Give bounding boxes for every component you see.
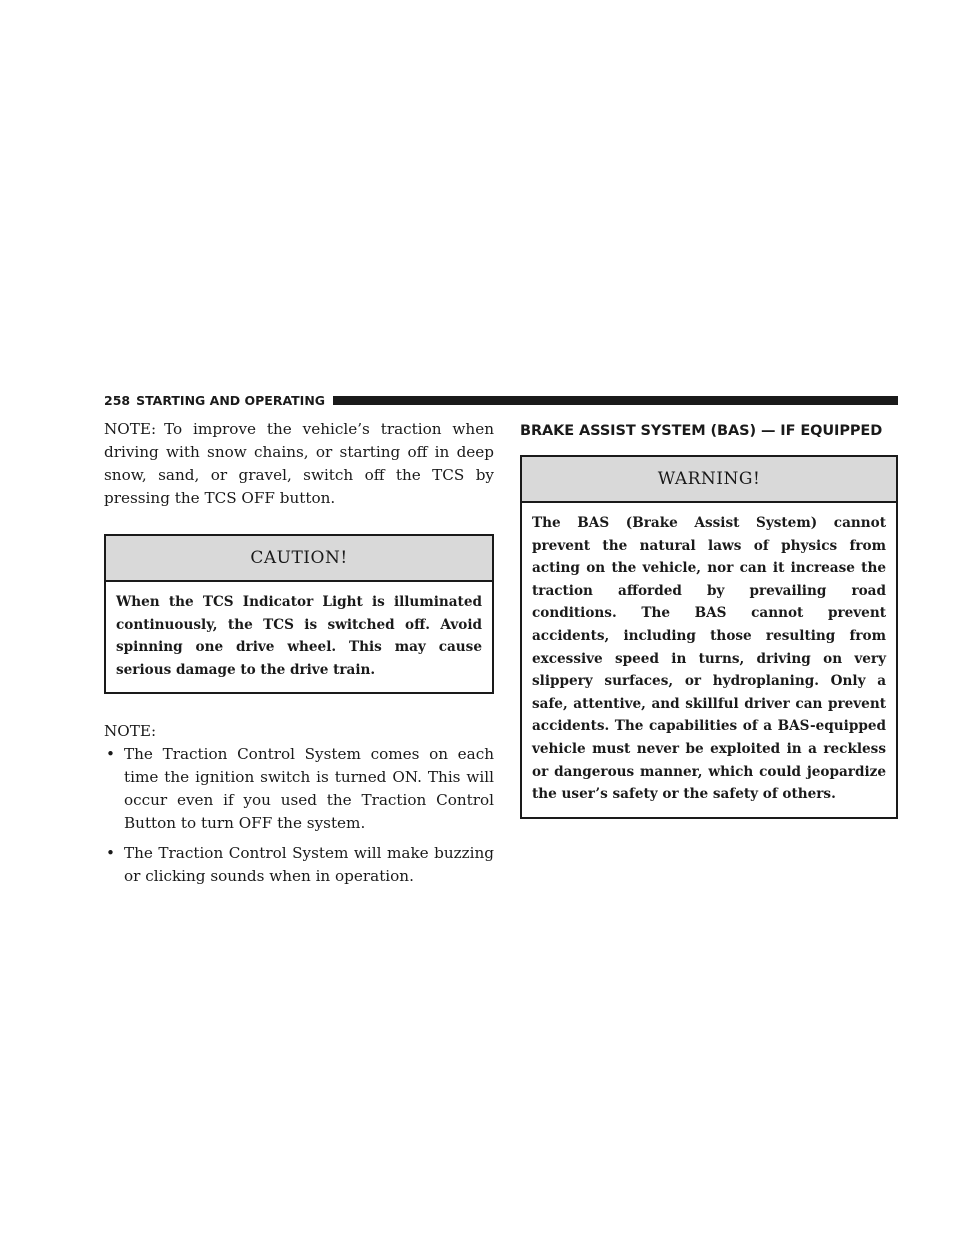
page-number: 258 [104, 392, 131, 408]
right-column [520, 418, 898, 819]
note-heading: NOTE: [104, 722, 157, 741]
warning-box [520, 455, 898, 819]
caution-title: CAUTION! [106, 536, 492, 582]
warning-body: The BAS (Brake Assist System) cannot prevent the natural laws of physics from acting on the vehicle, nor can it increase the traction afforded by prevailing road conditions. The BAS cannot prevent accidents, including those resulting from excessive speed in turns, driving on very slippery surfaces, or hydroplaning. Only a safe, attentive, and skillful driver can prevent accidents. The capabilities of a BAS-equipped vehicle must never be exploited in a reckless or dangerous manner, which could jeopardize the user’s safety or the safety of others. [532, 515, 886, 803]
bullet-icon: • [106, 844, 115, 863]
section-name: STARTING AND OPERATING [136, 392, 326, 408]
running-header [104, 392, 898, 408]
list-item [104, 842, 494, 888]
list-item-text: The Traction Control System comes on each time the ignition switch is turned ON. This will occur even if you used the Traction Control Button to turn OFF the system. [124, 745, 494, 833]
bullet-icon: • [106, 745, 115, 764]
list-item [104, 743, 494, 835]
note-paragraph [104, 418, 494, 510]
note-label: NOTE: [104, 420, 157, 438]
caution-body: When the TCS Indicator Light is illuminated continuously, the TCS is switched off. Avoid spinning one drive wheel. This may cause serious damage to the drive train. [116, 594, 482, 678]
caution-box [104, 534, 494, 694]
header-rule [333, 396, 898, 405]
left-column [104, 418, 494, 895]
list-item-text: The Traction Control System will make buzzing or clicking sounds when in operation. [124, 844, 494, 886]
warning-title: WARNING! [522, 457, 896, 503]
note-text: To improve the vehicle’s traction when driving with snow chains, or starting off in deep snow, sand, or gravel, switch off the TCS by pressing the TCS OFF button. [104, 420, 494, 507]
note-bullet-list [104, 743, 494, 888]
section-title: BRAKE ASSIST SYSTEM (BAS) — IF EQUIPPED [520, 423, 883, 439]
